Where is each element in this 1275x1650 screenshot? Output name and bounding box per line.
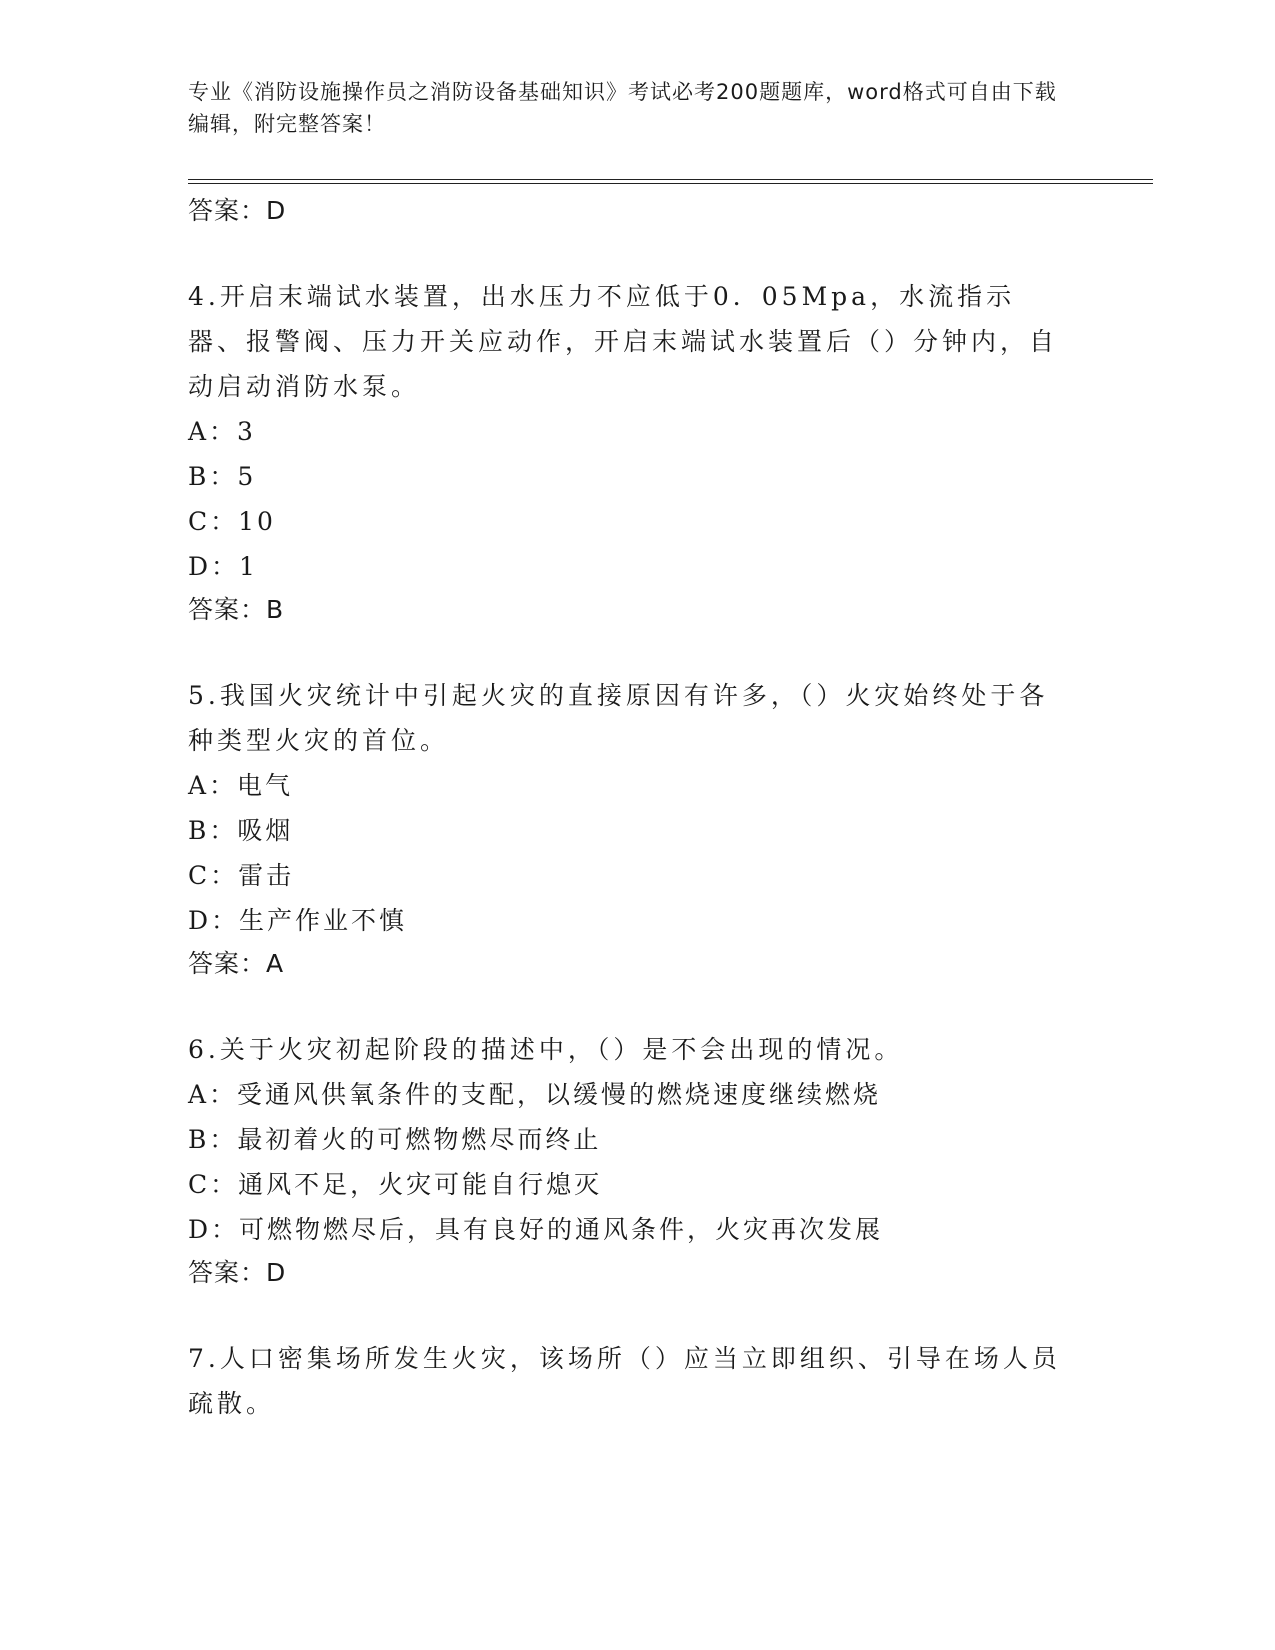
option-b: B：5 [188, 462, 257, 491]
question-5 [188, 673, 1068, 985]
option-d: D：生产作业不慎 [188, 906, 408, 935]
page-header: 专业《消防设施操作员之消防设备基础知识》考试必考200题题库，word格式可自由下载编辑，附完整答案！ [188, 80, 1057, 136]
question-4 [188, 274, 1068, 631]
option-d: D：1 [188, 552, 258, 581]
option-d: D：可燃物燃尽后，具有良好的通风条件，火灾再次发展 [188, 1215, 884, 1244]
answer: 答案：D [188, 1258, 287, 1287]
question-7 [188, 1336, 1068, 1426]
option-b: B：吸烟 [188, 816, 294, 845]
option-b: B：最初着火的可燃物燃尽而终止 [188, 1125, 602, 1154]
question-6 [188, 1027, 1068, 1294]
option-a: A：受通风供氧条件的支配，以缓慢的燃烧速度继续燃烧 [188, 1080, 882, 1109]
question-text: 7.人口密集场所发生火灾，该场所（）应当立即组织、引导在场人员疏散。 [188, 1344, 1061, 1418]
option-a: A：3 [188, 417, 256, 446]
answer: 答案：B [188, 595, 285, 624]
question-text: 4.开启末端试水装置，出水压力不应低于0．05Mpa，水流指示器、报警阀、压力开关应动作，开启末端试水装置后（）分钟内，自动启动消防水泵。 [188, 282, 1059, 401]
option-c: C：雷击 [188, 861, 295, 890]
option-a: A：电气 [188, 771, 294, 800]
option-c: C：通风不足，火灾可能自行熄灭 [188, 1170, 603, 1199]
answer: 答案：A [188, 949, 285, 978]
document-body [188, 190, 1068, 1426]
previous-answer: 答案：D [188, 196, 287, 225]
question-text: 5.我国火灾统计中引起火灾的直接原因有许多，（）火灾始终处于各种类型火灾的首位。 [188, 681, 1049, 755]
question-text: 6.关于火灾初起阶段的描述中，（）是不会出现的情况。 [188, 1035, 904, 1064]
header-divider [188, 179, 1153, 184]
option-c: C：10 [188, 507, 276, 536]
